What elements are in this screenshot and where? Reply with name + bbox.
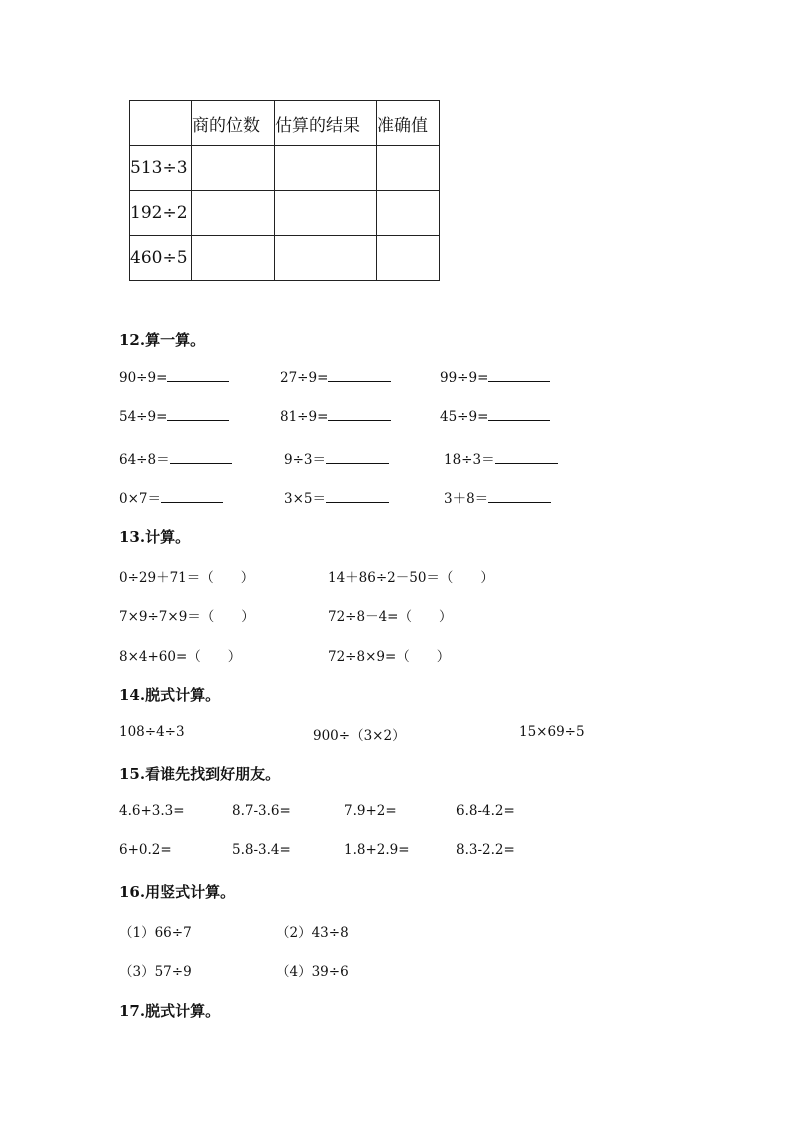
q13-item: 72÷8－4=（ ） [328, 609, 453, 625]
q12-item [119, 409, 229, 425]
q14-item: 15×69÷5 [519, 724, 585, 740]
q12-expression: 3×5＝ [284, 491, 326, 507]
q12-item [280, 409, 391, 425]
q12-expression: 54÷9= [119, 409, 168, 425]
q16-item: （3）57÷9 [119, 964, 192, 980]
q12-expression: 45÷9= [440, 409, 489, 425]
estimation-table [129, 100, 440, 281]
table-cell [275, 146, 377, 191]
q12-item [119, 448, 232, 468]
answer-blank[interactable] [326, 491, 389, 503]
question-14-title: 14.脱式计算。 [119, 686, 221, 704]
q15-item: 6.8-4.2= [456, 803, 515, 819]
table-cell: 460÷5 [130, 236, 192, 281]
answer-blank[interactable] [488, 491, 551, 503]
question-17-title: 17.脱式计算。 [119, 1002, 221, 1020]
q13-item: 72÷8×9=（ ） [328, 649, 451, 665]
q12-item [280, 370, 391, 386]
q15-item: 1.8+2.9= [344, 842, 410, 858]
q15-item: 7.9+2= [344, 803, 397, 819]
answer-blank[interactable] [495, 452, 558, 464]
q16-item: （1）66÷7 [119, 925, 192, 941]
q12-expression: 18÷3＝ [444, 452, 495, 468]
q14-item: 108÷4÷3 [119, 724, 185, 740]
table-cell [192, 191, 275, 236]
q16-item: （2）43÷8 [276, 925, 349, 941]
table-row [130, 191, 440, 236]
q15-item: 8.7-3.6= [232, 803, 291, 819]
answer-blank[interactable] [488, 409, 550, 421]
q15-item: 5.8-3.4= [232, 842, 291, 858]
table-row [130, 146, 440, 191]
question-16-title: 16.用竖式计算。 [119, 883, 236, 901]
answer-blank[interactable] [488, 370, 550, 382]
answer-blank[interactable] [167, 370, 229, 382]
q12-expression: 64÷8＝ [119, 452, 170, 468]
q12-expression: 0×7＝ [119, 491, 161, 507]
q12-expression: 90÷9= [119, 370, 168, 386]
table-cell [275, 191, 377, 236]
answer-blank[interactable] [328, 409, 391, 421]
table-header-row [130, 101, 440, 146]
q12-expression: 3＋8＝ [444, 491, 489, 507]
q13-item: 7×9÷7×9＝（ ） [119, 609, 255, 625]
answer-blank[interactable] [161, 491, 223, 503]
table-row [130, 236, 440, 281]
q12-item [284, 448, 389, 468]
answer-blank[interactable] [170, 452, 232, 464]
q12-expression: 81÷9= [280, 409, 329, 425]
q12-expression: 9÷3＝ [284, 452, 326, 468]
q12-item [444, 448, 558, 468]
table-cell: 192÷2 [130, 191, 192, 236]
table-header-cell [130, 101, 192, 146]
answer-blank[interactable] [167, 409, 229, 421]
q12-item [119, 370, 229, 386]
q15-item: 8.3-2.2= [456, 842, 515, 858]
question-15-title: 15.看谁先找到好朋友。 [119, 765, 281, 783]
table-header-cell: 商的位数 [192, 101, 275, 146]
table-cell [377, 191, 440, 236]
answer-blank[interactable] [326, 452, 389, 464]
q13-item: 0÷29＋71＝（ ） [119, 570, 255, 586]
q13-item: 8×4+60=（ ） [119, 649, 242, 665]
table-cell [377, 236, 440, 281]
q12-item [440, 409, 550, 425]
q13-item: 14＋86÷2－50＝（ ） [328, 570, 494, 586]
q12-item [444, 487, 551, 507]
question-12-title: 12.算一算。 [119, 331, 206, 349]
table-cell [192, 146, 275, 191]
q16-item: （4）39÷6 [276, 964, 349, 980]
table-header-cell: 准确值 [377, 101, 440, 146]
q12-item [284, 487, 389, 507]
q12-expression: 99÷9= [440, 370, 489, 386]
q15-item: 6+0.2= [119, 842, 172, 858]
table-cell: 513÷3 [130, 146, 192, 191]
answer-blank[interactable] [328, 370, 391, 382]
question-13-title: 13.计算。 [119, 528, 191, 546]
table-cell [377, 146, 440, 191]
q12-item [440, 370, 550, 386]
q15-item: 4.6+3.3= [119, 803, 185, 819]
table-cell [192, 236, 275, 281]
q14-item: 900÷（3×2） [313, 728, 406, 744]
table-cell [275, 236, 377, 281]
q12-item [119, 487, 223, 507]
table-header-cell: 估算的结果 [275, 101, 377, 146]
q12-expression: 27÷9= [280, 370, 329, 386]
